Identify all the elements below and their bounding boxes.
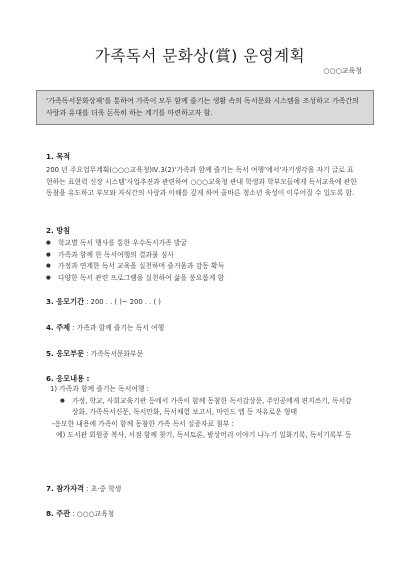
section-period (46, 297, 161, 307)
section-purpose (46, 152, 358, 200)
section-theme (46, 322, 164, 333)
section-eligibility-heading: 7. 참가자격 (46, 484, 85, 493)
section-period-heading: 3. 응모기간 (46, 297, 85, 306)
section-theme-value: : 가족과 함께 즐기는 독서 여행 (70, 324, 165, 332)
content-bullet: ● 가정, 학교, 사회교육기관 등에서 가족이 함께 동참한 독서감상문, 주인공에게 편지쓰기, 독서감상화, 가족독서신문, 독서만화, 독서체험 보고서, 마인드 맵 등 자유로운 형태 (60, 396, 358, 419)
content-sub-item: 1) 가족과 함께 즐기는 독서여행 : (50, 385, 149, 393)
section-policy (46, 226, 358, 284)
section-content (46, 374, 358, 442)
section-organizer (46, 508, 114, 519)
section-policy-heading: 2. 방침 (46, 226, 71, 235)
content-bullet-list (46, 396, 358, 419)
content-note: -응모한 내용에 가족이 함께 동참한 가족 독서 실증자료 첨부 : (52, 419, 234, 428)
section-purpose-heading: 1. 목적 (46, 152, 71, 161)
policy-item: ● 가족과 함께 한 독서여행의 결과물 심사 (46, 250, 358, 262)
policy-item: ● 다양한 독서 관련 프로그램을 실천하여 삶을 풍요롭게 함 (46, 273, 358, 285)
intro-box: ‘가족독서문화상제’를 통하여 가족이 모두 함께 즐기는 생활 속의 독서문화 시스템을 조성하고 가족간의 사랑과 유대를 더욱 돈독히 하는 계기를 마련하고자 함. (36, 90, 374, 125)
document-title: 가족독서 문화상(賞) 운영계획 (94, 47, 306, 65)
section-category-value: : 가족독서문화부문 (84, 350, 144, 358)
section-organizer-heading: 8. 주관 (46, 509, 71, 518)
section-organizer-value: : ○○○교육청 (70, 510, 115, 518)
section-theme-heading: 4. 주제 (46, 323, 71, 332)
issuing-organization: ○○○교육청 (323, 67, 362, 75)
section-purpose-text: 200 년 주요업무계획(○○○교육청)Ⅳ.3(2)‘가족과 함께 즐기는 독서 여행’에서‘자기생각을 자기 글로 표현하는 표현력 신장 시스템’사업추진과 관련하여 ○○○교육청 관내 학생과 학부모들에게 독서교육에 관한 동참을 유도하고 부모와 자식간의 사랑과 이해를 깊게 하여 올바른 청소년 육성이 이루어질 수 있도록 함. (46, 166, 357, 197)
section-eligibility (46, 483, 121, 494)
section-content-heading: 6. 응모내용 : (46, 374, 90, 383)
section-category-heading: 5. 응모부문 (46, 349, 85, 358)
policy-item: ● 학교별 독서 행사를 통한 우수독서가족 발굴 (46, 238, 358, 250)
content-example: 예) 도서관 회원증 복사, 서점 함께 찾기, 독서토론, 밤상머리 이야기 나누기 일화기록, 독서기록부 등 (56, 431, 352, 440)
section-period-value: : 200 . . ( )~ 200 . . ( ) (84, 298, 161, 306)
section-eligibility-value: : 초·중 학생 (84, 485, 122, 493)
policy-item: ● 가정과 연계한 독서 교육을 실천하며 즐거움과 감동 확득 (46, 261, 358, 273)
policy-list (46, 238, 358, 284)
section-category (46, 348, 143, 359)
